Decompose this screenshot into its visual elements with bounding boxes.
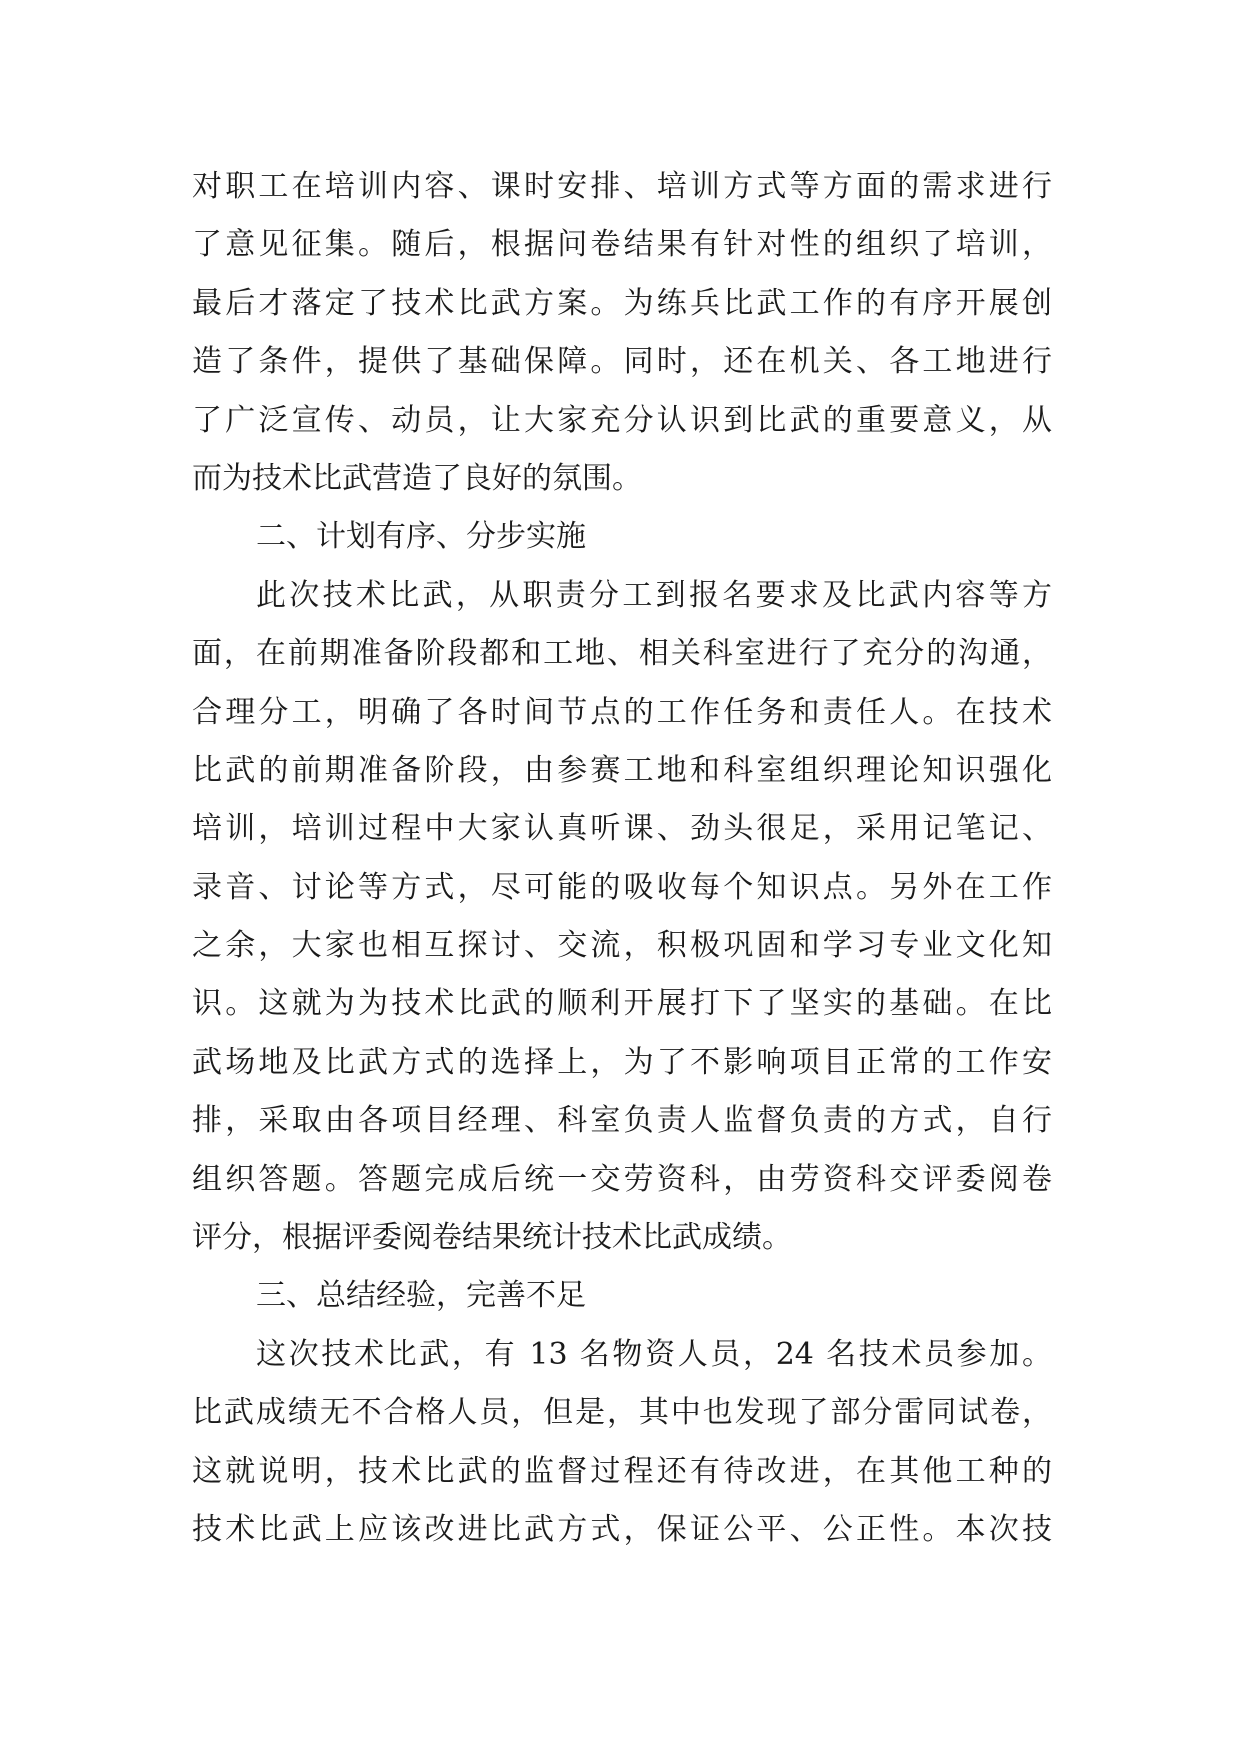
- text-line: 培训，培训过程中大家认真听课、劲头很足，采用记笔记、: [192, 811, 1052, 847]
- text-line: 了广泛宣传、动员，让大家充分认识到比武的重要意义，从: [192, 402, 1052, 438]
- section-heading: 三、总结经验，完善不足: [256, 1278, 586, 1314]
- text-line: 技术比武上应该改进比武方式，保证公平、公正性。本次技: [192, 1511, 1052, 1547]
- text-line: 武场地及比武方式的选择上，为了不影响项目正常的工作安: [192, 1044, 1052, 1080]
- text-line: 而为技术比武营造了良好的氛围。: [192, 460, 642, 496]
- text-line: 最后才落定了技术比武方案。为练兵比武工作的有序开展创: [192, 285, 1052, 321]
- body-text: [192, 158, 1052, 1559]
- text-line: 之余，大家也相互探讨、交流，积极巩固和学习专业文化知: [192, 928, 1052, 964]
- text-line: 比武的前期准备阶段，由参赛工地和科室组织理论知识强化: [192, 752, 1052, 788]
- text-line: 识。这就为为技术比武的顺利开展打下了坚实的基础。在比: [192, 986, 1052, 1022]
- text-line: 对职工在培训内容、课时安排、培训方式等方面的需求进行: [192, 169, 1052, 204]
- text-line: 造了条件，提供了基础保障。同时，还在机关、各工地进行: [192, 344, 1052, 380]
- section-heading: 二、计划有序、分步实施: [256, 519, 586, 555]
- text-line: 了意见征集。随后，根据问卷结果有针对性的组织了培训，: [192, 227, 1052, 263]
- text-line: 组织答题。答题完成后统一交劳资科，由劳资科交评委阅卷: [192, 1161, 1052, 1197]
- text-line: 评分，根据评委阅卷结果统计技术比武成绩。: [192, 1220, 792, 1256]
- text-line: 此次技术比武，从职责分工到报名要求及比武内容等方: [256, 577, 1052, 613]
- text-line: 比武成绩无不合格人员，但是，其中也发现了部分雷同试卷，: [192, 1395, 1052, 1431]
- text-line: 录音、讨论等方式，尽可能的吸收每个知识点。另外在工作: [192, 869, 1052, 905]
- text-line: 合理分工，明确了各时间节点的工作任务和责任人。在技术: [192, 694, 1052, 730]
- text-line: 这次技术比武，有 13 名物资人员，24 名技术员参加。: [256, 1336, 1052, 1372]
- text-line: 面，在前期准备阶段都和工地、相关科室进行了充分的沟通，: [192, 636, 1052, 672]
- text-line: 这就说明，技术比武的监督过程还有待改进，在其他工种的: [192, 1453, 1052, 1489]
- text-line: 排，采取由各项目经理、科室负责人监督负责的方式，自行: [192, 1103, 1052, 1139]
